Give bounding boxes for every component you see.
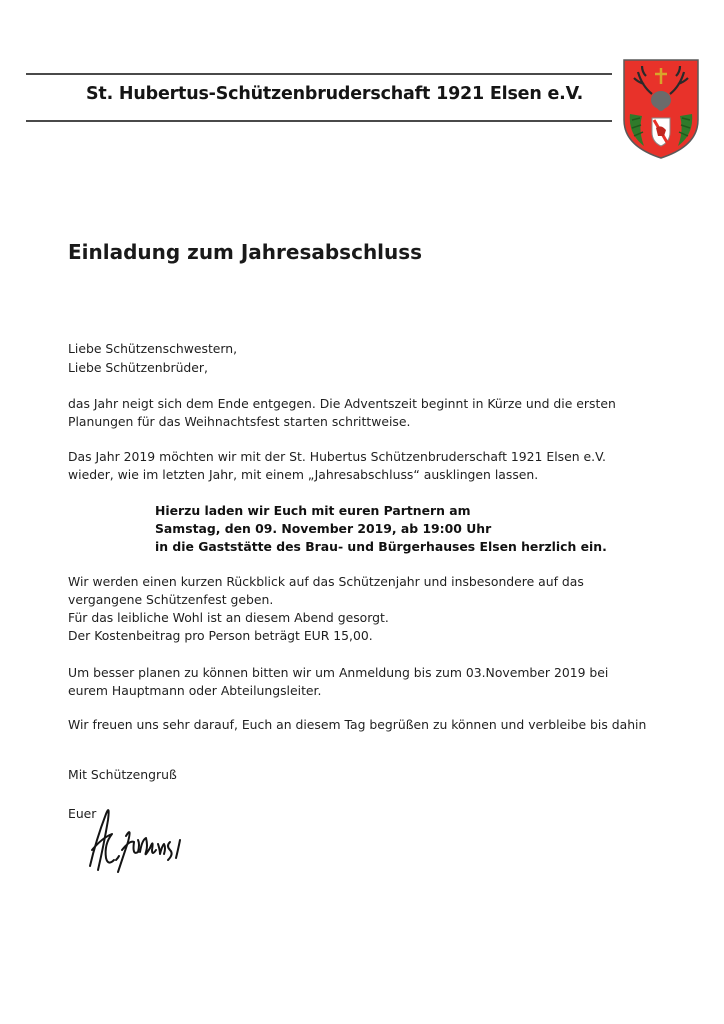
header-bottom-rule [26, 120, 612, 122]
body-text-line: Wir werden einen kurzen Rückblick auf das Schützenjahr und insbesondere auf das [68, 574, 584, 589]
salutation-line: Liebe Schützenschwestern, [68, 341, 238, 356]
invitation-venue-line: in die Gaststätte des Brau- und Bürgerhauses Elsen herzlich ein. [155, 539, 607, 554]
cost-line: Der Kostenbeitrag pro Person beträgt EUR 15,00. [68, 628, 373, 643]
body-text-line: eurem Hauptmann oder Abteilungsleiter. [68, 683, 322, 698]
body-text-line: wieder, wie im letzten Jahr, mit einem „Jahresabschluss“ ausklingen lassen. [68, 467, 539, 482]
handwritten-signature [82, 800, 192, 878]
header-top-rule [26, 73, 612, 75]
body-text-line: Das Jahr 2019 möchten wir mit der St. Hubertus Schützenbruderschaft 1921 Elsen e.V. [68, 449, 606, 464]
crest-logo [622, 58, 700, 160]
body-text-line: Für das leibliche Wohl ist an diesem Abend gesorgt. [68, 610, 389, 625]
closing-greeting: Mit Schützengruß [68, 767, 177, 782]
body-text-line: Planungen für das Weihnachtsfest starten schrittweise. [68, 414, 411, 429]
organization-name: St. Hubertus-Schützenbruderschaft 1921 Elsen e.V. [86, 84, 584, 104]
body-text-line: Um besser planen zu können bitten wir um Anmeldung bis zum 03.November 2019 bei [68, 665, 609, 680]
body-text-line: das Jahr neigt sich dem Ende entgegen. Die Adventszeit beginnt in Kürze und die ersten [68, 396, 616, 411]
body-text-line: Wir freuen uns sehr darauf, Euch an diesem Tag begrüßen zu können und verbleibe bis dahin [68, 717, 647, 732]
signoff: Euer [68, 806, 97, 821]
invitation-line: Hierzu laden wir Euch mit euren Partnern am [155, 503, 471, 518]
body-text-line: vergangene Schützenfest geben. [68, 592, 274, 607]
invitation-date-line: Samstag, den 09. November 2019, ab 19:00 Uhr [155, 521, 492, 536]
salutation-line: Liebe Schützenbrüder, [68, 360, 208, 375]
page-title: Einladung zum Jahresabschluss [68, 240, 423, 264]
